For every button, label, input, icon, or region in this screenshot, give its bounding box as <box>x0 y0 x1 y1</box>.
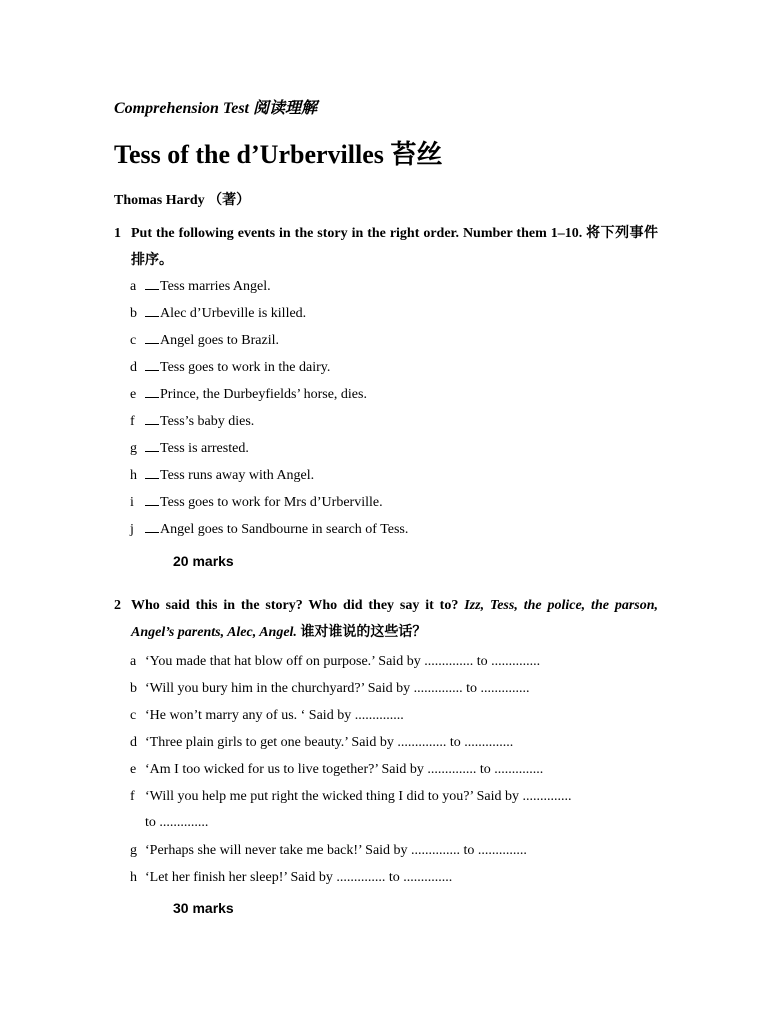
list-item: h ‘Let her finish her sleep!’ Said by .............. to .............. <box>130 870 453 885</box>
list-item: e ‘Am I too wicked for us to live together?’ Said by .............. to .............. <box>130 762 544 777</box>
answer-blank[interactable] <box>145 520 159 533</box>
list-item: a ‘You made that hat blow off on purpose.’ Said by .............. to .............. <box>130 654 541 669</box>
answer-blank[interactable] <box>145 304 159 317</box>
list-item: c ‘He won’t marry any of us. ‘ Said by .............. <box>130 708 404 723</box>
answer-blank[interactable] <box>145 412 159 425</box>
list-item: j Angel goes to Sandbourne in search of Tess. <box>130 522 409 537</box>
list-item: i Tess goes to work for Mrs d’Urberville. <box>130 495 383 510</box>
answer-blank[interactable] <box>145 277 159 290</box>
author-line: Thomas Hardy （著） <box>114 193 251 208</box>
item-f-continuation: to .............. <box>145 815 209 830</box>
list-item: b Alec d’Urbeville is killed. <box>130 306 307 321</box>
test-type-heading: Comprehension Test 阅读理解 <box>114 100 317 117</box>
list-item: d Tess goes to work in the dairy. <box>130 360 331 375</box>
answer-blank[interactable] <box>145 358 159 371</box>
list-item: f ‘Will you help me put right the wicked thing I did to you?’ Said by .............. <box>130 789 572 804</box>
list-item: d ‘Three plain girls to get one beauty.’ Said by .............. to .............. <box>130 735 514 750</box>
list-item: h Tess runs away with Angel. <box>130 468 315 483</box>
list-item: g ‘Perhaps she will never take me back!’ Said by .............. to .............. <box>130 843 527 858</box>
answer-blank[interactable] <box>145 439 159 452</box>
list-item: f Tess’s baby dies. <box>130 414 255 429</box>
list-item: c Angel goes to Brazil. <box>130 333 279 348</box>
question-2-number: 2 <box>114 598 121 613</box>
answer-blank[interactable] <box>145 493 159 506</box>
question-2-instruction: Who said this in the story? Who did they say it to? Izz, Tess, the police, the parson, Angel’s parents, Alec, Angel. 谁对谁说的这些话？ <box>131 598 658 640</box>
list-item: e Prince, the Durbeyfields’ horse, dies. <box>130 387 367 402</box>
question-1-instruction: Put the following events in the story in the right order. Number them 1–10. 将下列事件排序。 <box>131 226 658 268</box>
answer-blank[interactable] <box>145 385 159 398</box>
answer-blank[interactable] <box>145 331 159 344</box>
question-1-marks: 20 marks <box>173 553 234 569</box>
question-2-list-continued <box>130 837 527 891</box>
list-item: a Tess marries Angel. <box>130 279 271 294</box>
list-item: b ‘Will you bury him in the churchyard?’ Said by .............. to .............. <box>130 681 530 696</box>
answer-blank[interactable] <box>145 466 159 479</box>
book-title: Tess of the d’Urbervilles 苔丝 <box>114 140 443 169</box>
question-1-list <box>130 273 408 543</box>
question-2-list <box>130 648 572 810</box>
question-1-number: 1 <box>114 226 121 241</box>
question-2-marks: 30 marks <box>173 900 234 916</box>
list-item: g Tess is arrested. <box>130 441 249 456</box>
